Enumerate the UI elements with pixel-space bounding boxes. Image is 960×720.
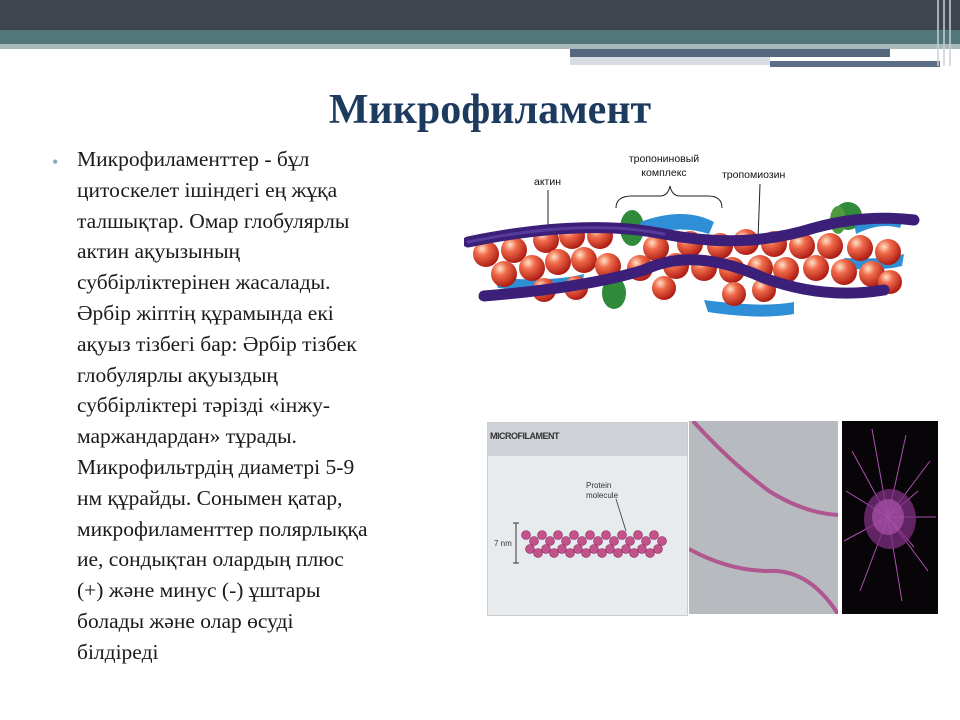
header-stripe: [0, 30, 960, 44]
protein-molecule-label: Protein molecule: [586, 481, 619, 500]
actin-label: актин: [534, 176, 562, 188]
micrograph-filaments: [689, 421, 838, 614]
bullet-text: Микрофиламенттер - бұл цитоскелет ішіндегі ең жұқа талшықтар. Омар глобулярлы актин ақуызының суббірліктерінен жасалады. Әрбір жіптің құрамында екі ақуыз тізбегі бар: Әрбір тізбек глобулярлы ақуыздың суббірліктері тәрізді «інжу- маржандардан» тұрады. Микрофильтрдің диаметрі 5-9 нм құрайды. Сонымен қатар, микрофиламенттер полярлыққа ие, сондықтан олардың плюс (+) және минус (-) ұштары болады және олар өсуді білдіреді: [77, 147, 368, 664]
tropomyosin-label: тропомиозин: [722, 169, 786, 181]
fluorescent-cell: [842, 421, 938, 614]
decorative-bar: [770, 61, 940, 67]
header-band: [0, 0, 960, 30]
microfilament-schematic: [487, 422, 688, 616]
bullet-dot: •: [52, 152, 59, 172]
size-label: 7 nm: [494, 539, 512, 548]
decorative-bar: [570, 57, 770, 65]
actin-filament-diagram: [464, 150, 920, 320]
corner-lines-decoration: [930, 0, 960, 66]
schematic-header-text: MICROFILAMENT: [490, 431, 559, 441]
decorative-bar: [570, 49, 890, 57]
fluorescent-cell-image: [842, 421, 938, 614]
troponin-complex-label: тропониновый комплекс: [628, 153, 700, 179]
microfilament-beads: [488, 423, 687, 615]
slide-title: Микрофиламент: [328, 87, 652, 133]
electron-micrograph: [689, 421, 838, 614]
